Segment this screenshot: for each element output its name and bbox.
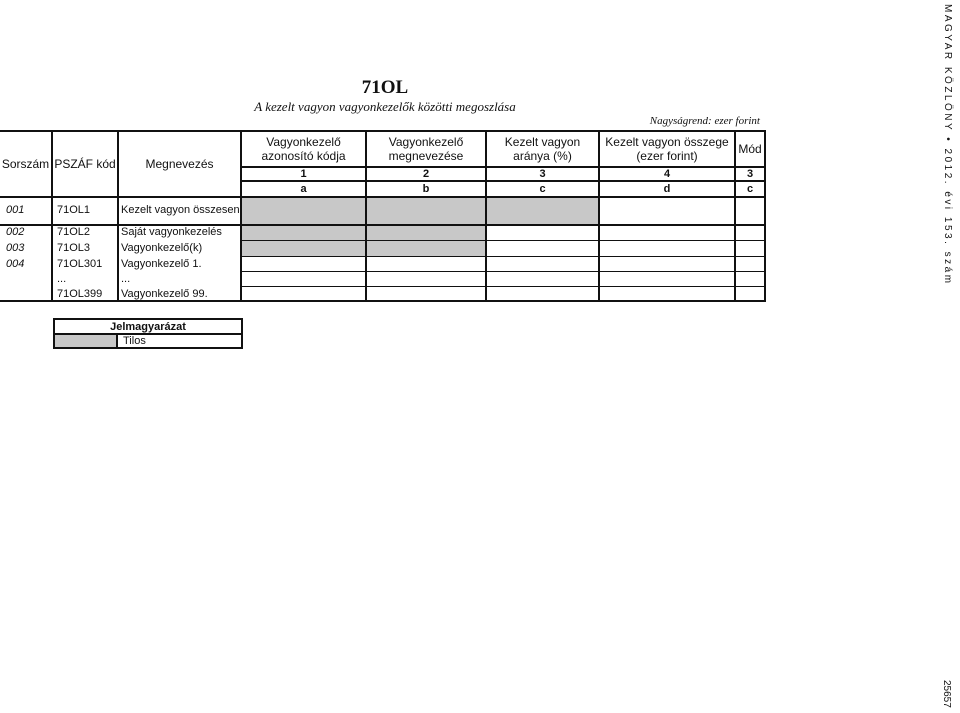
form-code: 71OL: [361, 77, 409, 98]
header-sorszam: Sorszám: [1, 157, 50, 171]
column-letter: a: [300, 183, 307, 195]
header-vagyonkezelo-nev: Vagyonkezelő megnevezése: [388, 135, 464, 163]
forbidden-cell: [242, 226, 485, 241]
row-sorszam: 003: [6, 242, 25, 254]
form-subtitle: A kezelt vagyon vagyonkezelők közötti megoszlása: [254, 99, 516, 114]
row-megnevezes: Vagyonkezelő(k): [121, 242, 203, 254]
row-pszaf-kod: 71OL1: [57, 204, 91, 216]
row-sorszam: 002: [6, 226, 25, 238]
header-megnevezes: Megnevezés: [145, 157, 214, 171]
row-megnevezes: ...: [121, 273, 131, 285]
header-pszaf-kod: PSZÁF kód: [54, 157, 116, 171]
legend-title: Jelmagyarázat: [110, 320, 186, 333]
column-letter: c: [746, 183, 754, 195]
column-number: 3: [746, 168, 754, 180]
row-pszaf-kod: 71OL3: [57, 242, 91, 254]
row-megnevezes: Saját vagyonkezelés: [121, 226, 222, 238]
legend: [53, 318, 243, 349]
row-sorszam: 001: [6, 204, 25, 216]
row-pszaf-kod: 71OL2: [57, 226, 91, 238]
forbidden-cell: [242, 198, 598, 224]
header-kezelt-vagyon-arany: Kezelt vagyon aránya (%): [504, 135, 581, 163]
row-pszaf-kod: 71OL399: [57, 288, 103, 300]
row-megnevezes: Vagyonkezelő 99.: [121, 288, 208, 300]
column-letter: d: [663, 183, 671, 195]
publication-header: [937, 4, 957, 286]
row-megnevezes: Kezelt vagyon összesen: [121, 204, 240, 216]
forbidden-cell: [242, 241, 485, 256]
column-number: 2: [422, 168, 430, 180]
row-pszaf-kod: ...: [57, 273, 67, 285]
header-vagyonkezelo-kod: Vagyonkezelő azonosító kódja: [261, 135, 346, 163]
row-megnevezes: Vagyonkezelő 1.: [121, 258, 202, 270]
header-mod: Mód: [738, 142, 762, 156]
row-sorszam: 004: [6, 258, 25, 270]
column-letter: b: [422, 183, 430, 195]
legend-item-label: Tilos: [123, 335, 146, 347]
legend-swatch: [55, 335, 116, 347]
page-number: 25657: [941, 680, 952, 708]
column-letter: c: [539, 183, 546, 195]
column-number: 1: [300, 168, 307, 180]
row-pszaf-kod: 71OL301: [57, 258, 103, 270]
column-number: 4: [663, 168, 671, 180]
column-number: 3: [539, 168, 546, 180]
header-kezelt-vagyon-osszege: Kezelt vagyon összege (ezer forint): [605, 135, 729, 163]
publication-title: MAGYAR KÖZLÖNY • 2012. évi 153. szám: [942, 4, 953, 286]
unit-label: Nagyságrend: ezer forint: [649, 115, 760, 127]
